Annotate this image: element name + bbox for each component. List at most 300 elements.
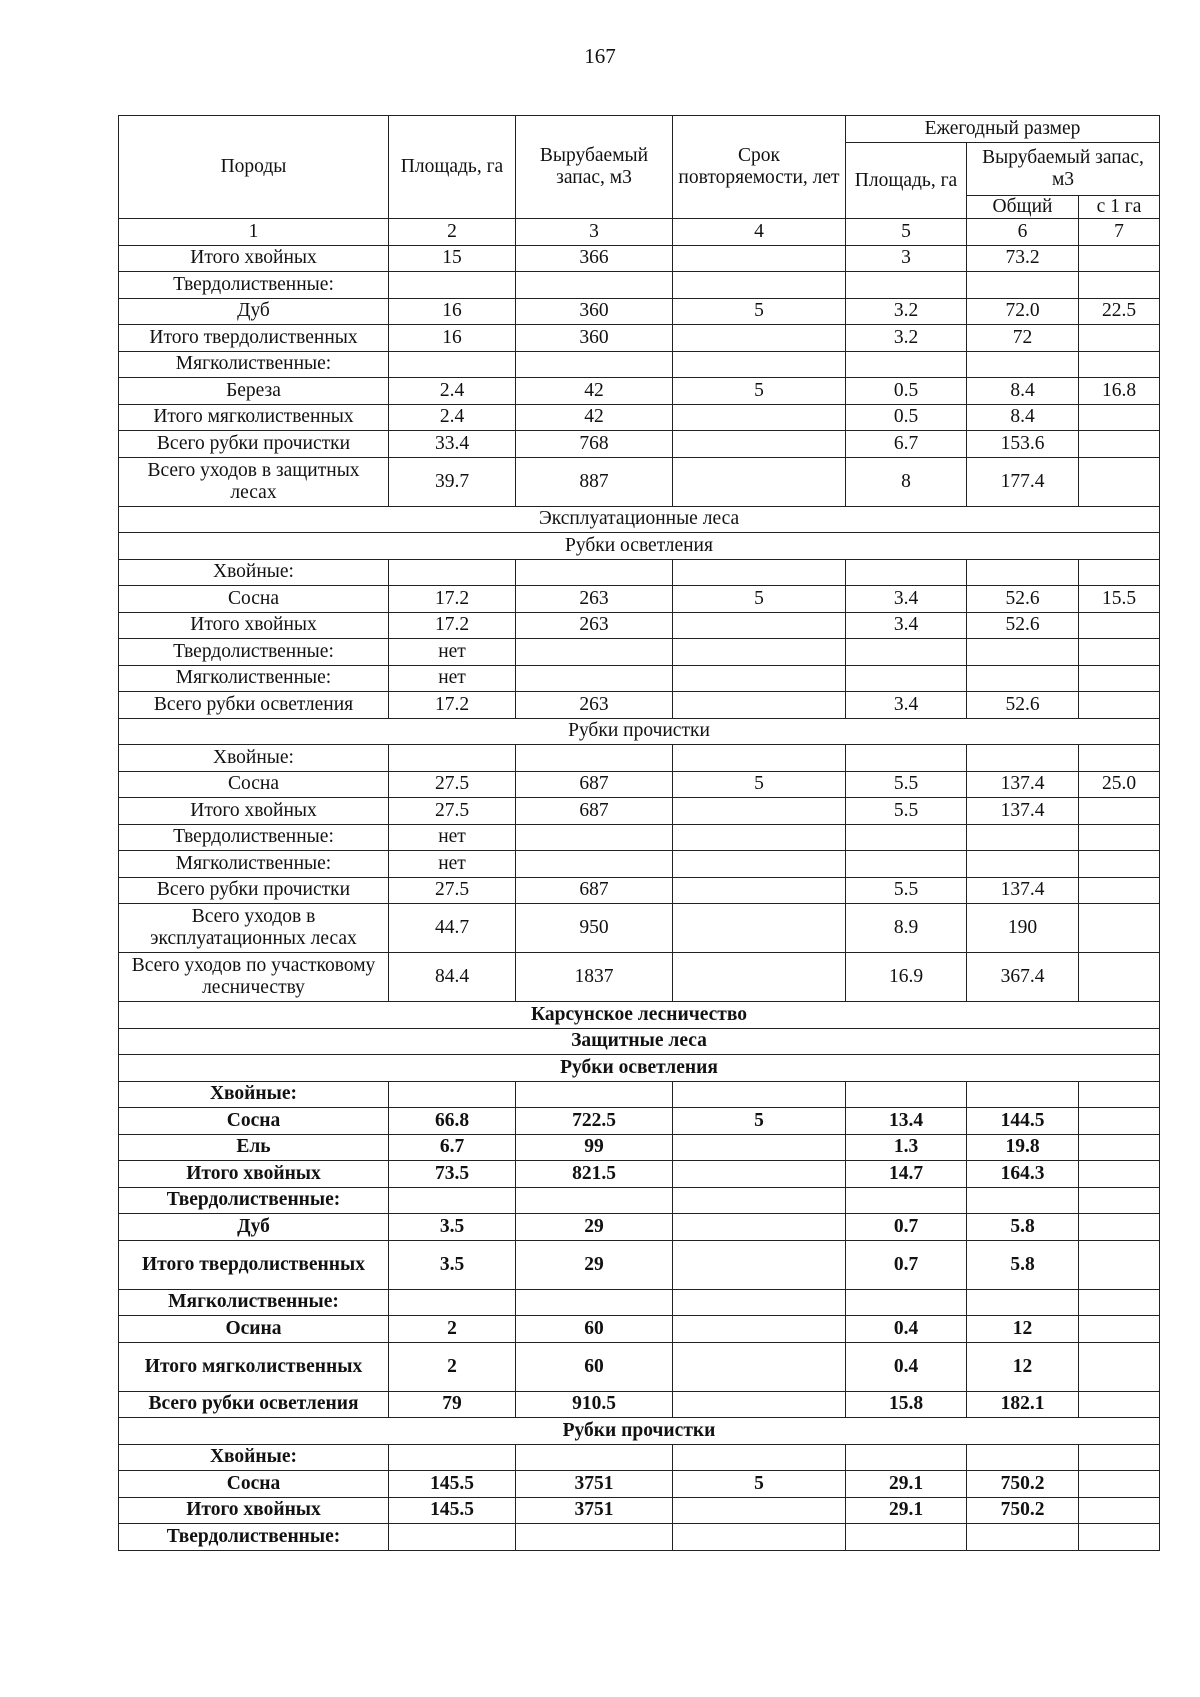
annual-total-cell <box>967 851 1079 878</box>
per-ha-cell <box>1079 1444 1160 1471</box>
species-cell: Всего уходов по участковому лесничеству <box>119 953 389 1002</box>
area-cell: 27.5 <box>389 877 516 904</box>
per-ha-cell <box>1079 1214 1160 1241</box>
annual-area-cell <box>846 351 967 378</box>
table-row <box>119 457 1160 506</box>
per-ha-cell <box>1079 1187 1160 1214</box>
area-cell: 15 <box>389 245 516 272</box>
per-ha-cell <box>1079 1134 1160 1161</box>
column-number: 7 <box>1079 219 1160 246</box>
period-cell <box>673 953 846 1002</box>
table-row <box>119 1289 1160 1316</box>
period-cell <box>673 431 846 458</box>
annual-total-cell: 182.1 <box>967 1391 1079 1418</box>
area-cell: 73.5 <box>389 1161 516 1188</box>
period-cell <box>673 1214 846 1241</box>
annual-total-cell: 52.6 <box>967 612 1079 639</box>
period-cell <box>673 798 846 825</box>
species-cell: Мягколиственные: <box>119 1289 389 1316</box>
per-ha-cell <box>1079 877 1160 904</box>
annual-total-cell: 137.4 <box>967 771 1079 798</box>
stock-cell <box>516 1289 673 1316</box>
section-title: Эксплуатационные леса <box>119 506 1160 533</box>
stock-cell <box>516 824 673 851</box>
period-cell <box>673 1134 846 1161</box>
per-ha-cell <box>1079 1081 1160 1108</box>
table-row <box>119 272 1160 299</box>
section-row <box>119 506 1160 533</box>
per-ha-cell <box>1079 1497 1160 1524</box>
area-cell: 2.4 <box>389 404 516 431</box>
annual-area-cell: 3.2 <box>846 325 967 352</box>
annual-area-cell: 8.9 <box>846 904 967 953</box>
per-ha-cell <box>1079 851 1160 878</box>
table-row <box>119 1187 1160 1214</box>
annual-total-cell: 750.2 <box>967 1497 1079 1524</box>
stock-cell: 42 <box>516 404 673 431</box>
species-cell: Итого мягколиственных <box>119 404 389 431</box>
annual-area-cell: 3.4 <box>846 692 967 719</box>
period-cell <box>673 612 846 639</box>
annual-total-cell <box>967 272 1079 299</box>
period-cell <box>673 745 846 772</box>
area-cell <box>389 1081 516 1108</box>
species-cell: Всего рубки прочистки <box>119 877 389 904</box>
per-ha-cell <box>1079 1316 1160 1343</box>
per-ha-cell <box>1079 245 1160 272</box>
stock-cell <box>516 665 673 692</box>
annual-area-cell: 0.5 <box>846 404 967 431</box>
annual-total-cell: 750.2 <box>967 1471 1079 1498</box>
species-cell: Твердолиственные: <box>119 639 389 666</box>
period-cell: 5 <box>673 298 846 325</box>
annual-total-cell <box>967 745 1079 772</box>
header-stock: Вырубаемый запас, м3 <box>516 116 673 219</box>
period-cell <box>673 1316 846 1343</box>
annual-total-cell: 52.6 <box>967 586 1079 613</box>
annual-area-cell: 3.4 <box>846 612 967 639</box>
table-row <box>119 798 1160 825</box>
per-ha-cell <box>1079 1391 1160 1418</box>
annual-total-cell: 5.8 <box>967 1214 1079 1241</box>
table-row <box>119 639 1160 666</box>
table-row <box>119 953 1160 1002</box>
annual-total-cell <box>967 1444 1079 1471</box>
period-cell <box>673 1391 846 1418</box>
area-cell: 33.4 <box>389 431 516 458</box>
period-cell <box>673 1342 846 1391</box>
period-cell <box>673 1289 846 1316</box>
table-row <box>119 1161 1160 1188</box>
table-row <box>119 378 1160 405</box>
per-ha-cell <box>1079 639 1160 666</box>
stock-cell <box>516 272 673 299</box>
table-row <box>119 1240 1160 1289</box>
period-cell <box>673 1161 846 1188</box>
annual-total-cell: 137.4 <box>967 798 1079 825</box>
species-cell: Итого хвойных <box>119 1161 389 1188</box>
area-cell: 66.8 <box>389 1108 516 1135</box>
section-title: Рубки осветления <box>119 1055 1160 1082</box>
stock-cell: 60 <box>516 1342 673 1391</box>
annual-total-cell <box>967 559 1079 586</box>
area-cell <box>389 1187 516 1214</box>
area-cell: 145.5 <box>389 1497 516 1524</box>
stock-cell: 60 <box>516 1316 673 1343</box>
annual-area-cell <box>846 745 967 772</box>
area-cell: 2.4 <box>389 378 516 405</box>
column-number: 2 <box>389 219 516 246</box>
section-row <box>119 1055 1160 1082</box>
species-cell: Осина <box>119 1316 389 1343</box>
species-cell: Итого твердолиственных <box>119 1240 389 1289</box>
annual-total-cell <box>967 1524 1079 1551</box>
period-cell <box>673 904 846 953</box>
section-title: Рубки прочистки <box>119 1418 1160 1445</box>
species-cell: Дуб <box>119 298 389 325</box>
area-cell: 27.5 <box>389 798 516 825</box>
period-cell: 5 <box>673 586 846 613</box>
area-cell: 16 <box>389 325 516 352</box>
annual-area-cell <box>846 1081 967 1108</box>
period-cell <box>673 692 846 719</box>
header-species: Породы <box>119 116 389 219</box>
per-ha-cell <box>1079 824 1160 851</box>
per-ha-cell <box>1079 404 1160 431</box>
column-number: 4 <box>673 219 846 246</box>
per-ha-cell <box>1079 1161 1160 1188</box>
stock-cell <box>516 1444 673 1471</box>
species-cell: Хвойные: <box>119 1081 389 1108</box>
stock-cell: 687 <box>516 877 673 904</box>
period-cell <box>673 1240 846 1289</box>
period-cell <box>673 851 846 878</box>
annual-total-cell <box>967 351 1079 378</box>
stock-cell: 1837 <box>516 953 673 1002</box>
period-cell <box>673 1444 846 1471</box>
stock-cell: 360 <box>516 325 673 352</box>
annual-area-cell: 3 <box>846 245 967 272</box>
species-cell: Сосна <box>119 1471 389 1498</box>
stock-cell: 29 <box>516 1214 673 1241</box>
table-row <box>119 1524 1160 1551</box>
per-ha-cell <box>1079 325 1160 352</box>
per-ha-cell <box>1079 1342 1160 1391</box>
period-cell: 5 <box>673 1108 846 1135</box>
period-cell <box>673 245 846 272</box>
annual-area-cell <box>846 1289 967 1316</box>
stock-cell: 910.5 <box>516 1391 673 1418</box>
annual-area-cell: 16.9 <box>846 953 967 1002</box>
annual-area-cell <box>846 665 967 692</box>
area-cell: 17.2 <box>389 586 516 613</box>
annual-area-cell <box>846 559 967 586</box>
column-number: 6 <box>967 219 1079 246</box>
area-cell: 16 <box>389 298 516 325</box>
annual-total-cell <box>967 1187 1079 1214</box>
stock-cell: 3751 <box>516 1471 673 1498</box>
table-row <box>119 1444 1160 1471</box>
per-ha-cell <box>1079 272 1160 299</box>
table-row <box>119 298 1160 325</box>
annual-total-cell: 190 <box>967 904 1079 953</box>
header-per-ha: с 1 га <box>1079 196 1160 219</box>
annual-total-cell <box>967 665 1079 692</box>
area-cell <box>389 559 516 586</box>
table-body-bold <box>119 1002 1160 1551</box>
period-cell <box>673 877 846 904</box>
annual-area-cell <box>846 851 967 878</box>
annual-area-cell <box>846 1444 967 1471</box>
table-row <box>119 692 1160 719</box>
stock-cell: 722.5 <box>516 1108 673 1135</box>
stock-cell: 687 <box>516 798 673 825</box>
period-cell: 5 <box>673 771 846 798</box>
table-row <box>119 1471 1160 1498</box>
species-cell: Мягколиственные: <box>119 351 389 378</box>
area-cell: 145.5 <box>389 1471 516 1498</box>
table-row <box>119 1497 1160 1524</box>
period-cell <box>673 665 846 692</box>
species-cell: Итого хвойных <box>119 612 389 639</box>
table-body <box>119 245 1160 1002</box>
area-cell: 6.7 <box>389 1134 516 1161</box>
species-cell: Мягколиственные: <box>119 851 389 878</box>
species-cell: Всего уходов в защитных лесах <box>119 457 389 506</box>
annual-area-cell: 14.7 <box>846 1161 967 1188</box>
section-row <box>119 1002 1160 1029</box>
per-ha-cell: 22.5 <box>1079 298 1160 325</box>
header-period: Срок повторяемости, лет <box>673 116 846 219</box>
annual-total-cell: 177.4 <box>967 457 1079 506</box>
species-cell: Сосна <box>119 771 389 798</box>
stock-cell: 99 <box>516 1134 673 1161</box>
stock-cell: 29 <box>516 1240 673 1289</box>
per-ha-cell <box>1079 953 1160 1002</box>
stock-cell: 366 <box>516 245 673 272</box>
species-cell: Ель <box>119 1134 389 1161</box>
species-cell: Береза <box>119 378 389 405</box>
stock-cell <box>516 851 673 878</box>
stock-cell <box>516 351 673 378</box>
stock-cell: 950 <box>516 904 673 953</box>
annual-area-cell <box>846 1524 967 1551</box>
table-row <box>119 1214 1160 1241</box>
annual-total-cell <box>967 824 1079 851</box>
area-cell: нет <box>389 851 516 878</box>
area-cell <box>389 1444 516 1471</box>
period-cell <box>673 1081 846 1108</box>
annual-area-cell: 5.5 <box>846 771 967 798</box>
period-cell <box>673 272 846 299</box>
stock-cell <box>516 745 673 772</box>
per-ha-cell <box>1079 1289 1160 1316</box>
species-cell: Всего рубки осветления <box>119 692 389 719</box>
area-cell <box>389 745 516 772</box>
annual-area-cell: 0.4 <box>846 1342 967 1391</box>
species-cell: Итого хвойных <box>119 1497 389 1524</box>
table-header <box>119 116 1160 246</box>
per-ha-cell <box>1079 798 1160 825</box>
period-cell <box>673 559 846 586</box>
table-row <box>119 1391 1160 1418</box>
species-cell: Сосна <box>119 586 389 613</box>
table-row <box>119 1081 1160 1108</box>
per-ha-cell: 25.0 <box>1079 771 1160 798</box>
header-total: Общий <box>967 196 1079 219</box>
annual-area-cell: 8 <box>846 457 967 506</box>
species-cell: Твердолиственные: <box>119 272 389 299</box>
table-row <box>119 404 1160 431</box>
annual-area-cell: 1.3 <box>846 1134 967 1161</box>
annual-area-cell: 0.7 <box>846 1240 967 1289</box>
period-cell <box>673 325 846 352</box>
table-row <box>119 325 1160 352</box>
table-row <box>119 745 1160 772</box>
section-title: Защитные леса <box>119 1028 1160 1055</box>
stock-cell <box>516 559 673 586</box>
annual-area-cell <box>846 824 967 851</box>
area-cell: нет <box>389 665 516 692</box>
per-ha-cell <box>1079 665 1160 692</box>
per-ha-cell <box>1079 904 1160 953</box>
stock-cell <box>516 639 673 666</box>
annual-area-cell: 15.8 <box>846 1391 967 1418</box>
stock-cell <box>516 1081 673 1108</box>
stock-cell: 42 <box>516 378 673 405</box>
species-cell: Твердолиственные: <box>119 1187 389 1214</box>
annual-area-cell <box>846 639 967 666</box>
annual-area-cell: 5.5 <box>846 877 967 904</box>
annual-total-cell: 164.3 <box>967 1161 1079 1188</box>
area-cell <box>389 1289 516 1316</box>
annual-area-cell: 13.4 <box>846 1108 967 1135</box>
section-title: Карсунское лесничество <box>119 1002 1160 1029</box>
per-ha-cell <box>1079 1240 1160 1289</box>
annual-total-cell: 73.2 <box>967 245 1079 272</box>
area-cell: 39.7 <box>389 457 516 506</box>
annual-total-cell: 12 <box>967 1316 1079 1343</box>
table-row <box>119 559 1160 586</box>
area-cell: 3.5 <box>389 1214 516 1241</box>
stock-cell <box>516 1187 673 1214</box>
annual-total-cell: 5.8 <box>967 1240 1079 1289</box>
area-cell: нет <box>389 824 516 851</box>
per-ha-cell <box>1079 431 1160 458</box>
table-row <box>119 904 1160 953</box>
period-cell: 5 <box>673 1471 846 1498</box>
area-cell: 17.2 <box>389 692 516 719</box>
per-ha-cell <box>1079 1524 1160 1551</box>
per-ha-cell: 15.5 <box>1079 586 1160 613</box>
period-cell <box>673 351 846 378</box>
per-ha-cell <box>1079 692 1160 719</box>
table-row <box>119 665 1160 692</box>
area-cell: 79 <box>389 1391 516 1418</box>
species-cell: Мягколиственные: <box>119 665 389 692</box>
species-cell: Хвойные: <box>119 745 389 772</box>
column-number: 1 <box>119 219 389 246</box>
annual-total-cell: 144.5 <box>967 1108 1079 1135</box>
species-cell: Итого твердолиственных <box>119 325 389 352</box>
stock-cell: 768 <box>516 431 673 458</box>
table-row <box>119 851 1160 878</box>
per-ha-cell <box>1079 559 1160 586</box>
area-cell <box>389 351 516 378</box>
annual-area-cell: 0.4 <box>846 1316 967 1343</box>
table-row <box>119 771 1160 798</box>
per-ha-cell <box>1079 1108 1160 1135</box>
section-row <box>119 1418 1160 1445</box>
annual-total-cell: 8.4 <box>967 378 1079 405</box>
table-row <box>119 351 1160 378</box>
annual-total-cell <box>967 1289 1079 1316</box>
page-number: 167 <box>584 44 616 68</box>
stock-cell <box>516 1524 673 1551</box>
species-cell: Всего рубки прочистки <box>119 431 389 458</box>
per-ha-cell <box>1079 351 1160 378</box>
annual-total-cell <box>967 639 1079 666</box>
annual-total-cell: 12 <box>967 1342 1079 1391</box>
annual-total-cell: 8.4 <box>967 404 1079 431</box>
period-cell <box>673 404 846 431</box>
header-annual-stock: Вырубаемый запас, м3 <box>967 143 1160 196</box>
annual-area-cell <box>846 272 967 299</box>
species-cell: Итого мягколиственных <box>119 1342 389 1391</box>
header-area: Площадь, га <box>389 116 516 219</box>
area-cell: 2 <box>389 1316 516 1343</box>
table-row <box>119 1342 1160 1391</box>
stock-cell: 3751 <box>516 1497 673 1524</box>
stock-cell: 887 <box>516 457 673 506</box>
header-annual-area: Площадь, га <box>846 143 967 219</box>
period-cell <box>673 1497 846 1524</box>
per-ha-cell: 16.8 <box>1079 378 1160 405</box>
table-row <box>119 245 1160 272</box>
table-row <box>119 1134 1160 1161</box>
annual-total-cell: 367.4 <box>967 953 1079 1002</box>
annual-area-cell: 3.4 <box>846 586 967 613</box>
forest-care-table <box>118 115 1160 1551</box>
annual-area-cell: 29.1 <box>846 1497 967 1524</box>
section-title: Рубки прочистки <box>119 718 1160 745</box>
stock-cell: 821.5 <box>516 1161 673 1188</box>
annual-area-cell: 0.7 <box>846 1214 967 1241</box>
area-cell: 84.4 <box>389 953 516 1002</box>
area-cell: 27.5 <box>389 771 516 798</box>
section-row <box>119 533 1160 560</box>
annual-total-cell: 52.6 <box>967 692 1079 719</box>
table-row <box>119 1108 1160 1135</box>
column-numbers-row <box>119 219 1160 246</box>
column-number: 5 <box>846 219 967 246</box>
area-cell <box>389 272 516 299</box>
period-cell <box>673 639 846 666</box>
species-cell: Твердолиственные: <box>119 1524 389 1551</box>
table-row <box>119 431 1160 458</box>
annual-area-cell: 5.5 <box>846 798 967 825</box>
annual-area-cell: 29.1 <box>846 1471 967 1498</box>
stock-cell: 687 <box>516 771 673 798</box>
annual-total-cell: 153.6 <box>967 431 1079 458</box>
area-cell: 2 <box>389 1342 516 1391</box>
area-cell: 3.5 <box>389 1240 516 1289</box>
species-cell: Всего рубки осветления <box>119 1391 389 1418</box>
table-row <box>119 586 1160 613</box>
header-annual: Ежегодный размер <box>846 116 1160 143</box>
period-cell <box>673 457 846 506</box>
stock-cell: 263 <box>516 612 673 639</box>
